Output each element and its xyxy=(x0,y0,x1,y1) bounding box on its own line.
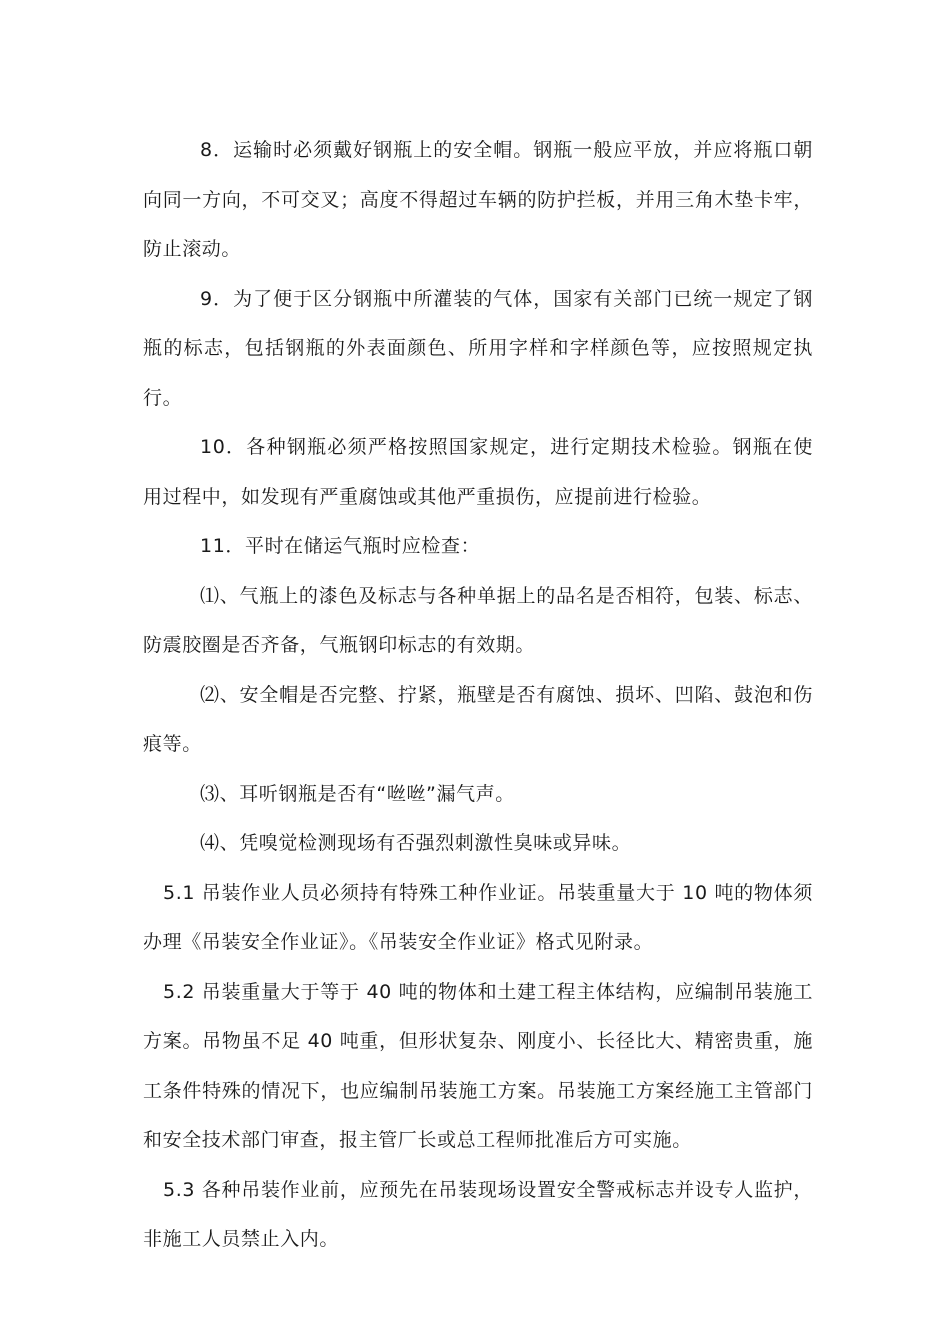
paragraph-check-3: ⑶、耳听钢瓶是否有“咝咝”漏气声。 xyxy=(200,782,515,805)
document-body xyxy=(143,126,813,1265)
paragraph-item-11: 11．平时在储运气瓶时应检查： xyxy=(200,535,481,557)
paragraph-item-8: 8．运输时必须戴好钢瓶上的安全帽。钢瓶一般应平放，并应将瓶口朝向同一方向，不可交叉；高度不得超过车辆的防护拦板，并用三角木垫卡牢，防止滚动。 xyxy=(143,139,813,260)
paragraph-check-2: ⑵、安全帽是否完整、拧紧，瓶壁是否有腐蚀、损坏、凹陷、鼓泡和伤痕等。 xyxy=(143,683,813,755)
paragraph-item-10: 10．各种钢瓶必须严格按照国家规定，进行定期技术检验。钢瓶在使用过程中，如发现有严重腐蚀或其他严重损伤，应提前进行检验。 xyxy=(143,436,813,508)
paragraph-section-5-1: 5.1 吊装作业人员必须持有特殊工种作业证。吊装重量大于 10 吨的物体须办理《吊装安全作业证》。《吊装安全作业证》格式见附录。 xyxy=(143,881,813,953)
paragraph-item-9: 9．为了便于区分钢瓶中所灌装的气体，国家有关部门已统一规定了钢瓶的标志，包括钢瓶的外表面颜色、所用字样和字样颜色等，应按照规定执行。 xyxy=(143,287,813,409)
paragraph-section-5-3: 5.3 各种吊装作业前，应预先在吊装现场设置安全警戒标志并设专人监护，非施工人员禁止入内。 xyxy=(143,1178,813,1250)
paragraph-section-5-2: 5.2 吊装重量大于等于 40 吨的物体和土建工程主体结构，应编制吊装施工方案。吊物虽不足 40 吨重，但形状复杂、刚度小、长径比大、精密贵重，施工条件特殊的情况下，也应编制吊装施工方案。吊装施工方案经施工主管部门和安全技术部门审查，报主管厂长或总工程师批准后方可实施。 xyxy=(143,980,813,1151)
paragraph-check-1: ⑴、气瓶上的漆色及标志与各种单据上的品名是否相符，包装、标志、防震胶圈是否齐备，气瓶钢印标志的有效期。 xyxy=(143,584,813,656)
paragraph-check-4: ⑷、凭嗅觉检测现场有否强烈刺激性臭味或异味。 xyxy=(200,832,632,854)
